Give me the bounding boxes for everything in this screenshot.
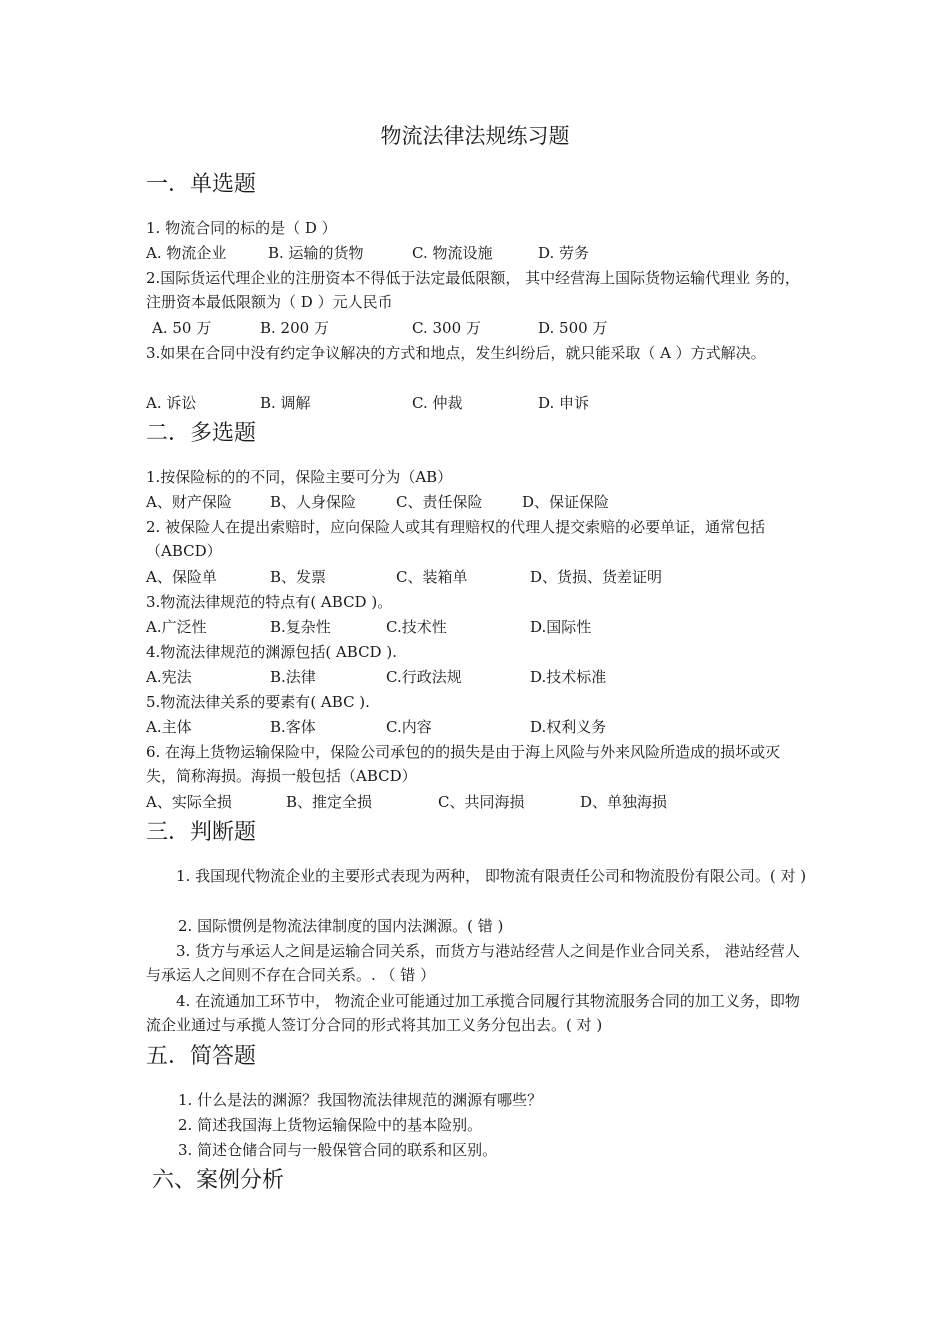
option-a: A.宪法 (146, 668, 192, 686)
option-c: C、装箱单 (396, 568, 468, 586)
option-d: D. 申诉 (538, 394, 590, 412)
section-heading-judge: 三．判断题 (146, 820, 257, 845)
option-b: B、人身保险 (270, 493, 357, 511)
option-a: A.主体 (146, 718, 192, 736)
option-c: C.行政法规 (386, 668, 462, 686)
single-question-3: 3.如果在合同中没有约定争议解决的方式和地点，发生纠纷后，就只能采取（ A ）方式解决。 (146, 344, 766, 362)
short-question-3: 3. 简述仓储合同与一般保管合同的联系和区别。 (178, 1141, 498, 1159)
option-a: A、财产保险 (146, 493, 232, 511)
option-b: B.客体 (270, 718, 316, 736)
judge-question-3: 3. 货方与承运人之间是运输合同关系，而货方与港站经营人之间是作业合同关系， 港站经营人与承运人之间则不存在合同关系。. （ 错 ） (146, 942, 800, 984)
option-a: A.广泛性 (146, 618, 207, 636)
option-d: D、货损、货差证明 (530, 568, 663, 586)
judge-question-4: 4. 在流通加工环节中， 物流企业可能通过加工承揽合同履行其物流服务合同的加工义务，即物流企业通过与承揽人签订分合同的形式将其加工义务分包出去。( 对 ) (146, 992, 800, 1034)
option-d: D. 劳务 (538, 244, 590, 262)
option-a: A. 物流企业 (146, 244, 227, 262)
multi-question-4: 4.物流法律规范的渊源包括( ABCD ). (146, 643, 397, 661)
single-question-2: 2.国际货运代理企业的注册资本不得低于法定最低限额， 其中经营海上国际货物运输代理业 务的，注册资本最低限额为（ D ）元人民币 (146, 269, 800, 311)
multi-question-3: 3.物流法律规范的特点有( ABCD )。 (146, 593, 393, 611)
option-c: C.内容 (386, 718, 432, 736)
option-b: B、发票 (270, 568, 327, 586)
multi-question-6: 6. 在海上货物运输保险中，保险公司承包的的损失是由于海上风险与外来风险所造成的损坏或灭失，简称海损。海损一般包括（ABCD） (146, 743, 781, 785)
section-heading-short: 五．简答题 (146, 1044, 257, 1069)
section-heading-case: 六、案例分析 (152, 1168, 285, 1193)
option-b: B. 运输的货物 (268, 244, 364, 262)
option-d: D. 500 万 (538, 319, 608, 337)
option-c: C. 仲裁 (412, 394, 463, 412)
option-d: D.国际性 (530, 618, 592, 636)
option-a: A、实际全损 (146, 793, 232, 811)
option-d: D.技术标准 (530, 668, 607, 686)
option-b: B.法律 (270, 668, 316, 686)
option-d: D.权利义务 (530, 718, 607, 736)
option-b: B.复杂性 (270, 618, 331, 636)
option-a: A. 50 万 (152, 319, 212, 337)
option-c: C. 物流设施 (412, 244, 493, 262)
option-c: C、共同海损 (438, 793, 525, 811)
option-c: C.技术性 (386, 618, 447, 636)
judge-question-2: 2. 国际惯例是物流法律制度的国内法渊源。( 错 ) (178, 917, 504, 935)
single-question-1: 1. 物流合同的标的是（ D ） (146, 219, 337, 237)
option-a: A、保险单 (146, 568, 217, 586)
multi-question-1: 1.按保险标的的不同，保险主要可分为（AB） (146, 468, 453, 486)
section-heading-multi: 二．多选题 (146, 421, 257, 446)
short-question-1: 1. 什么是法的渊源？我国物流法律规范的渊源有哪些？ (178, 1091, 543, 1109)
short-question-2: 2. 简述我国海上货物运输保险中的基本险别。 (178, 1116, 483, 1134)
page-title: 物流法律法规练习题 (380, 124, 570, 148)
option-a: A. 诉讼 (146, 394, 197, 412)
option-c: C. 300 万 (412, 319, 481, 337)
option-b: B. 200 万 (260, 319, 329, 337)
multi-question-5: 5.物流法律关系的要素有( ABC ). (146, 693, 370, 711)
option-d: D、保证保险 (522, 493, 610, 511)
option-b: B. 调解 (260, 394, 311, 412)
multi-question-2: 2. 被保险人在提出索赔时，应向保险人或其有理赔权的代理人提交索赔的必要单证，通常包括（ABCD） (146, 518, 766, 560)
option-d: D、单独海损 (580, 793, 668, 811)
section-heading-single: 一．单选题 (146, 172, 257, 197)
judge-question-1: 1. 我国现代物流企业的主要形式表现为两种， 即物流有限责任公司和物流股份有限公司。( 对 ) (176, 867, 807, 885)
option-c: C、责任保险 (396, 493, 483, 511)
option-b: B、推定全损 (286, 793, 373, 811)
